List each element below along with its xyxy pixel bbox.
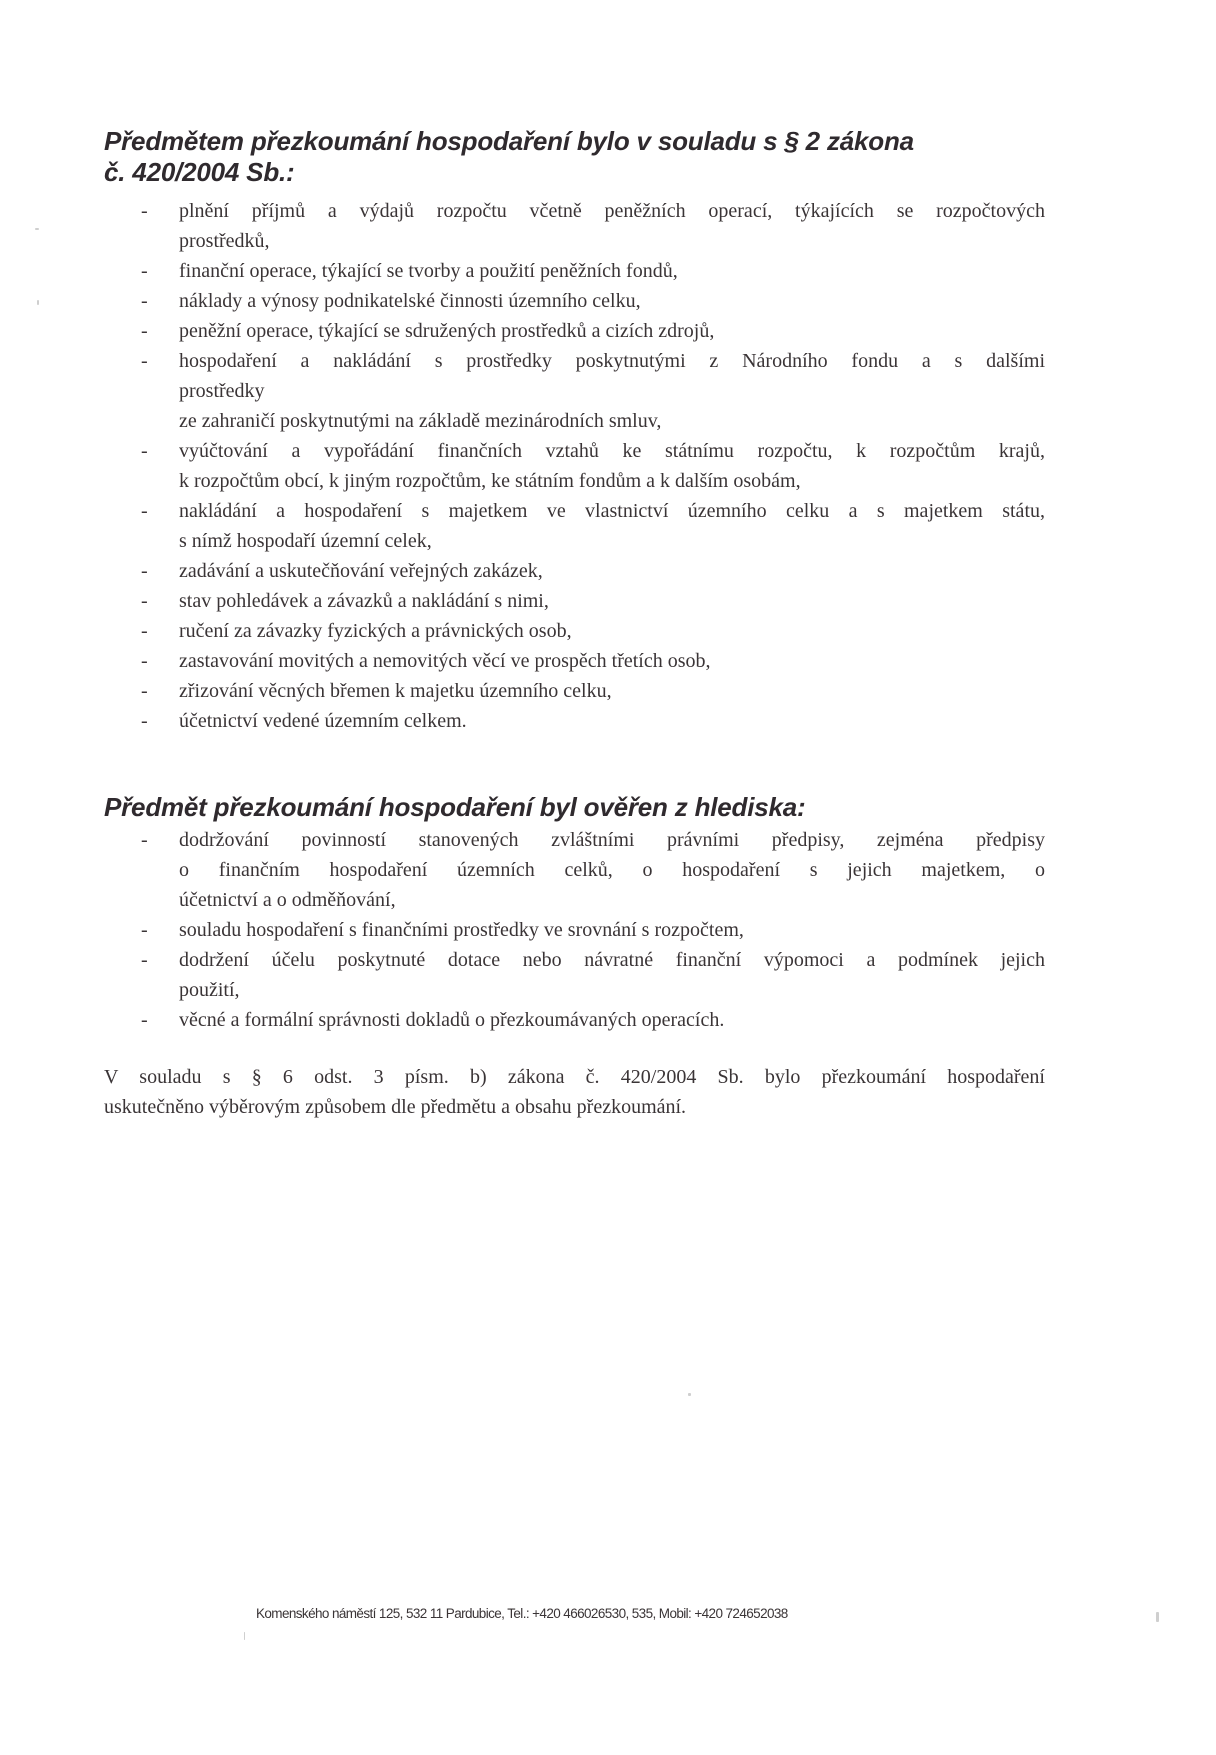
list-item-line: plnění příjmů a výdajů rozpočtu včetně peněžních operací, týkajících se rozpočtových (179, 200, 1045, 222)
list-item (0, 586, 1045, 616)
list-item (0, 556, 1045, 586)
bullet-dash-icon: - (141, 620, 148, 642)
list-item-line: prostředky (179, 380, 265, 402)
list-item-line: prostředků, (179, 230, 270, 252)
list-item-line: vyúčtování a vypořádání finančních vztahů ke státnímu rozpočtu, k rozpočtům krajů, (179, 440, 1045, 462)
section1-heading (104, 126, 1054, 188)
list-item (0, 616, 1045, 646)
bullet-dash-icon: - (141, 500, 148, 522)
list-item (0, 256, 1045, 286)
bullet-dash-icon: - (141, 949, 148, 971)
list-item (0, 496, 1045, 556)
list-item (0, 676, 1045, 706)
bullet-dash-icon: - (141, 260, 148, 282)
list-item-line: použití, (179, 979, 240, 1001)
bullet-dash-icon: - (141, 680, 148, 702)
list-item-line: účetnictví a o odměňování, (179, 889, 396, 911)
bullet-dash-icon: - (141, 200, 148, 222)
scan-speck (37, 300, 39, 305)
list-item-line: zřizování věcných břemen k majetku územního celku, (179, 680, 612, 702)
bullet-dash-icon: - (141, 560, 148, 582)
scan-speck (35, 228, 39, 230)
closing-paragraph (104, 1062, 1045, 1122)
bullet-dash-icon: - (141, 320, 148, 342)
list-item-line: k rozpočtům obcí, k jiným rozpočtům, ke státním fondům a k dalším osobám, (179, 470, 801, 492)
list-item (0, 915, 1045, 945)
bullet-dash-icon: - (141, 440, 148, 462)
bullet-dash-icon: - (141, 1009, 148, 1031)
bullet-dash-icon: - (141, 590, 148, 612)
list-item (0, 706, 1045, 736)
list-item-line: zadávání a uskutečňování veřejných zakázek, (179, 560, 543, 582)
list-item (0, 346, 1045, 436)
list-item-line: stav pohledávek a závazků a nakládání s nimi, (179, 590, 549, 612)
list-item (0, 196, 1045, 256)
bullet-dash-icon: - (141, 290, 148, 312)
list-item (0, 646, 1045, 676)
closing-paragraph-line2: uskutečněno výběrovým způsobem dle předmětu a obsahu přezkoumání. (104, 1096, 687, 1118)
footer-address: Komenského náměstí 125, 532 11 Pardubice, Tel.: +420 466026530, 535, Mobil: +420 724652038 (256, 1606, 788, 1621)
list-item-line: peněžní operace, týkající se sdružených prostředků a cizích zdrojů, (179, 320, 715, 342)
section2-heading (104, 792, 1054, 823)
list-item-line: dodržování povinností stanovených zvláštními právními předpisy, zejména předpisy (179, 829, 1045, 851)
list-item (0, 825, 1045, 915)
bullet-dash-icon: - (141, 710, 148, 732)
list-item (0, 945, 1045, 1005)
closing-paragraph-line1: V souladu s § 6 odst. 3 písm. b) zákona č. 420/2004 Sb. bylo přezkoumání hospodaření (104, 1066, 1045, 1088)
list-item-line: zastavování movitých a nemovitých věcí ve prospěch třetích osob, (179, 650, 711, 672)
list-item-line: ručení za závazky fyzických a právnických osob, (179, 620, 572, 642)
bullet-dash-icon: - (141, 650, 148, 672)
section1-heading-line1: Předmětem přezkoumání hospodaření bylo v souladu s § 2 zákona (104, 126, 914, 156)
list-item-line: ze zahraničí poskytnutými na základě mezinárodních smluv, (179, 410, 662, 432)
bullet-dash-icon: - (141, 919, 148, 941)
section2-list (0, 825, 1045, 1035)
list-item-line: věcné a formální správnosti dokladů o přezkoumávaných operacích. (179, 1009, 725, 1031)
list-item-line: náklady a výnosy podnikatelské činnosti územního celku, (179, 290, 641, 312)
list-item-line: souladu hospodaření s finančními prostředky ve srovnání s rozpočtem, (179, 919, 744, 941)
list-item (0, 286, 1045, 316)
list-item (0, 436, 1045, 496)
scan-speck (1156, 1612, 1159, 1622)
list-item-line: hospodaření a nakládání s prostředky poskytnutými z Národního fondu a s dalšími (179, 350, 1045, 372)
list-item (0, 316, 1045, 346)
list-item-line: dodržení účelu poskytnuté dotace nebo návratné finanční výpomoci a podmínek jejich (179, 949, 1045, 971)
list-item-line: finanční operace, týkající se tvorby a použití peněžních fondů, (179, 260, 678, 282)
list-item-line: s nímž hospodaří územní celek, (179, 530, 432, 552)
list-item-line: nakládání a hospodaření s majetkem ve vlastnictví územního celku a s majetkem státu, (179, 500, 1045, 522)
list-item (0, 1005, 1045, 1035)
section1-list (0, 196, 1045, 736)
scan-speck (244, 1632, 245, 1640)
section1-heading-line2: č. 420/2004 Sb.: (104, 157, 295, 187)
scan-speck (688, 1393, 691, 1396)
bullet-dash-icon: - (141, 350, 148, 372)
section2-heading-text: Předmět přezkoumání hospodaření byl ověřen z hlediska: (104, 792, 806, 822)
list-item-line: účetnictví vedené územním celkem. (179, 710, 467, 732)
bullet-dash-icon: - (141, 829, 148, 851)
list-item-line: o finančním hospodaření územních celků, o hospodaření s jejich majetkem, o (179, 859, 1045, 881)
